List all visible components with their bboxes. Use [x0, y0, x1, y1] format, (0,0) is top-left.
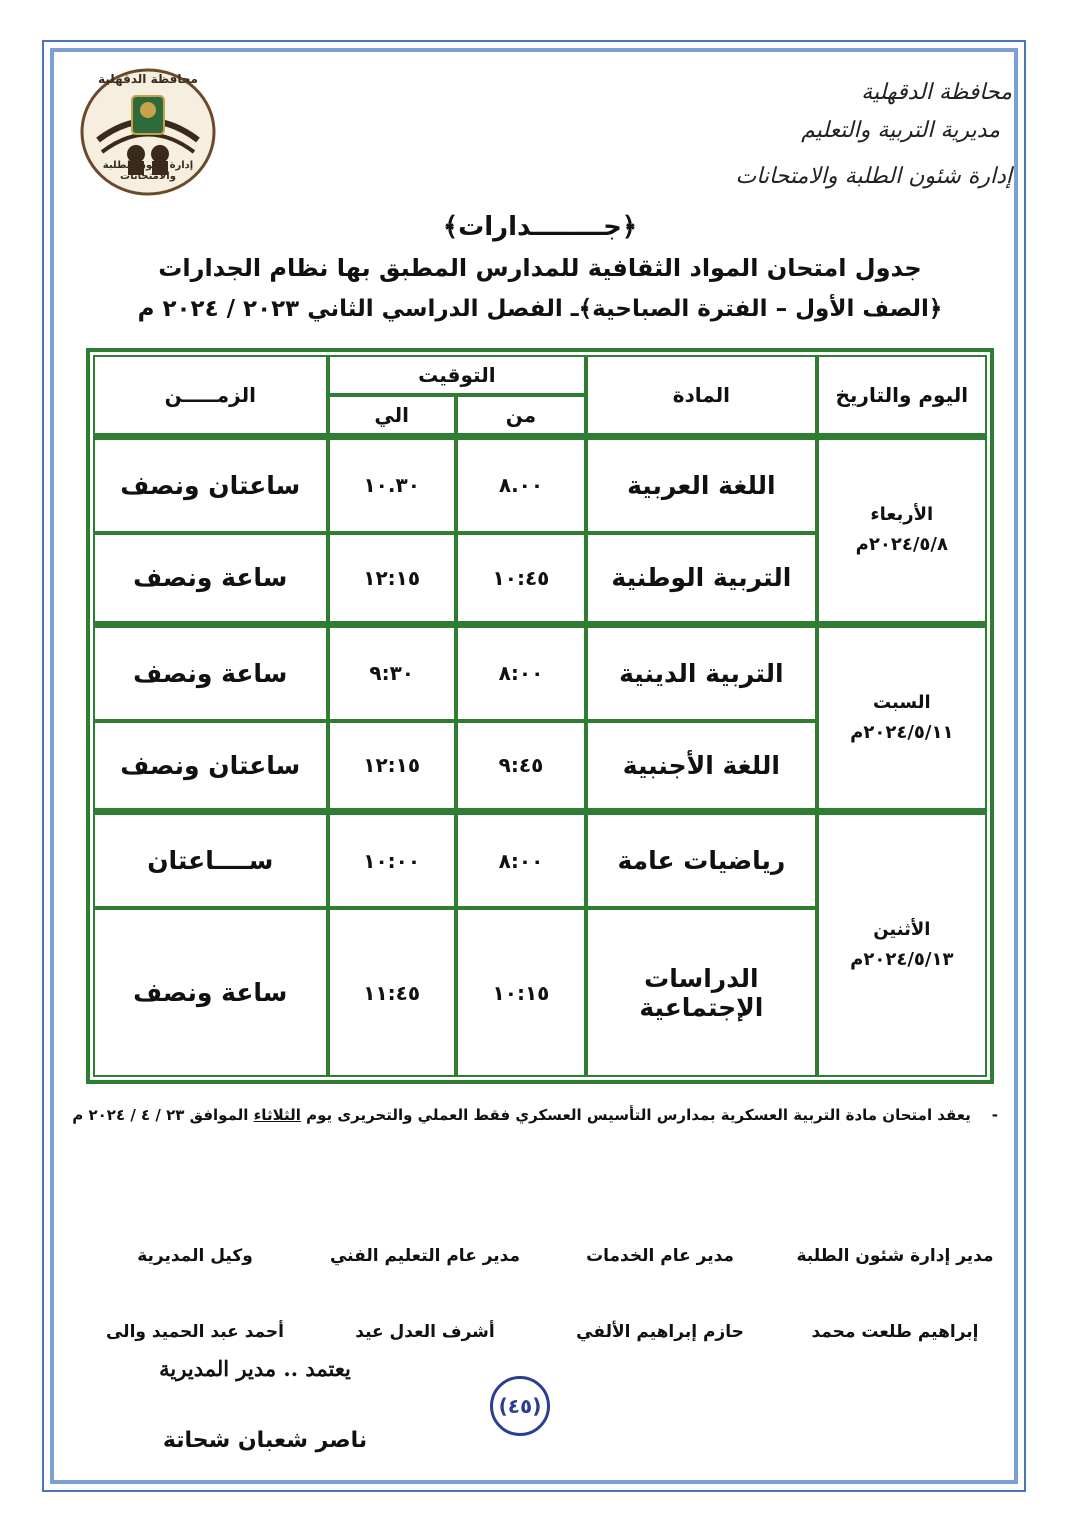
table-row — [93, 623, 987, 721]
note-day: الثلاثاء — [253, 1106, 301, 1124]
duration-cell: ساعة ونصف — [93, 623, 328, 721]
subject-cell: اللغة العربية — [586, 435, 817, 533]
duration-cell: ساعتان ونصف — [93, 721, 328, 811]
director-name: ناصر شعبان شحاتة — [162, 1428, 368, 1453]
schedule-subtitle: ﴿الصف الأول – الفترة الصباحية﴾ـ الفصل الدراسي الثاني ٢٠٢٣ / ٢٠٢٤ م — [137, 296, 943, 322]
page-title: ﴿جــــــــدارات﴾ — [442, 212, 638, 242]
header-subject: المادة — [586, 355, 817, 435]
from-cell: ٨:٠٠ — [456, 623, 586, 721]
to-cell: ١٢:١٥ — [328, 721, 456, 811]
duration-cell: ســــاعتان — [93, 810, 328, 908]
exam-schedule-table — [86, 348, 994, 1084]
to-cell: ١٠:٠٠ — [328, 810, 456, 908]
header-timing: التوقيت — [328, 355, 587, 395]
to-cell: ١٢:١٥ — [328, 533, 456, 623]
from-cell: ١٠:٤٥ — [456, 533, 586, 623]
duration-cell: ساعة ونصف — [93, 533, 328, 623]
sig-title-services: مدير عام الخدمات — [586, 1246, 734, 1266]
from-cell: ٨.٠٠ — [456, 435, 586, 533]
day-cell — [817, 435, 987, 623]
sig-name-3: أشرف العدل عيد — [355, 1322, 495, 1342]
subject-cell: التربية الوطنية — [586, 533, 817, 623]
header-day-date: اليوم والتاريخ — [817, 355, 987, 435]
header-directorate: مديرية التربية والتعليم — [801, 118, 1000, 143]
table-row — [93, 435, 987, 533]
sig-name-4: أحمد عبد الحميد والى — [105, 1322, 285, 1342]
logo-text-top: محافظة الدقهلية — [98, 72, 198, 86]
note-date: الموافق ٢٣ / ٤ / ٢٠٢٤ م — [72, 1106, 249, 1124]
day-name: السبت — [872, 692, 931, 714]
subject-cell: اللغة الأجنبية — [586, 721, 817, 811]
subject-cell: رياضيات عامة — [586, 810, 817, 908]
subject-cell: الدراسات الإجتماعية — [586, 908, 817, 1077]
sig-name-2: حازم إبراهيم الألفي — [576, 1322, 744, 1342]
sig-title-deputy: وكيل المديرية — [137, 1246, 253, 1266]
military-exam-note — [72, 1106, 998, 1124]
note-dash: - — [991, 1106, 998, 1124]
sig-title-student-affairs: مدير إدارة شئون الطلبة — [796, 1246, 994, 1266]
logo-text-bottom: إدارة شئون الطلبة والامتحانات — [102, 160, 194, 182]
sig-name-1: إبراهيم طلعت محمد — [811, 1322, 979, 1342]
header-from: من — [456, 395, 586, 435]
header-to: الي — [328, 395, 456, 435]
day-date: ٢٠٢٤/٥/١١م — [850, 722, 954, 744]
day-cell — [817, 623, 987, 811]
duration-cell: ساعتان ونصف — [93, 435, 328, 533]
header-governorate: محافظة الدقهلية — [861, 80, 1012, 105]
to-cell: ١١:٤٥ — [328, 908, 456, 1077]
from-cell: ٨:٠٠ — [456, 810, 586, 908]
sig-title-technical-education: مدير عام التعليم الفني — [329, 1246, 521, 1266]
day-cell — [817, 810, 987, 1077]
day-date: ٢٠٢٤/٥/٨م — [855, 534, 948, 556]
to-cell: ١٠.٣٠ — [328, 435, 456, 533]
day-name: الأثنين — [873, 919, 931, 941]
from-cell: ١٠:١٥ — [456, 908, 586, 1077]
from-cell: ٩:٤٥ — [456, 721, 586, 811]
day-name: الأربعاء — [870, 504, 934, 526]
to-cell: ٩:٣٠ — [328, 623, 456, 721]
header-department: إدارة شئون الطلبة والامتحانات — [735, 164, 1012, 189]
table-row — [93, 810, 987, 908]
approval-label: يعتمد .. مدير المديرية — [159, 1356, 351, 1381]
note-text: يعقد امتحان مادة التربية العسكرية بمدارس التأسيس العسكري فقط العملي والتحريرى يوم — [306, 1106, 971, 1124]
page-number: (٤٥) — [490, 1376, 550, 1436]
duration-cell: ساعة ونصف — [93, 908, 328, 1077]
header-duration: الزمـــــن — [93, 355, 328, 435]
subject-cell: التربية الدينية — [586, 623, 817, 721]
day-date: ٢٠٢٤/٥/١٣م — [850, 949, 954, 971]
schedule-title: جدول امتحان المواد الثقافية للمدارس المطبق بها نظام الجدارات — [158, 254, 922, 282]
